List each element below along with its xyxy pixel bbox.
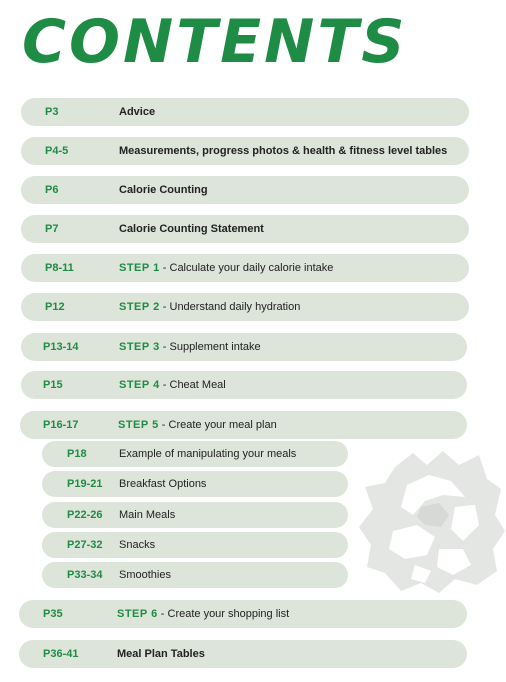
step-label: STEP 2	[119, 301, 160, 313]
entry-label: Calorie Counting	[119, 184, 208, 196]
step-label: STEP 5	[118, 419, 159, 431]
page-number: P22-26	[67, 509, 103, 521]
contents-row-step-3[interactable]	[21, 333, 467, 361]
entry-label	[119, 379, 226, 391]
entry-label	[118, 419, 277, 431]
page-number: P35	[43, 608, 63, 620]
page-number: P12	[45, 301, 65, 313]
entry-label: Breakfast Options	[119, 478, 207, 490]
entry-label: Smoothies	[119, 569, 171, 581]
entry-label	[119, 341, 261, 353]
page-number: P15	[43, 379, 63, 391]
entry-label: Example of manipulating your meals	[119, 448, 297, 460]
entry-label: Advice	[119, 106, 156, 118]
step-label: STEP 6	[117, 608, 158, 620]
entry-text: - Create your shopping list	[157, 608, 290, 620]
contents-subrow-smoothies[interactable]	[42, 562, 348, 588]
contents-row-calorie-counting[interactable]	[21, 176, 469, 204]
contents-subrow-snacks[interactable]	[42, 532, 348, 558]
contents-subrow-main-meals[interactable]	[42, 502, 348, 528]
page-number: P16-17	[43, 419, 79, 431]
page-number: P4-5	[45, 145, 69, 157]
page-number: P36-41	[43, 648, 79, 660]
page-number: P18	[67, 448, 87, 460]
contents-row-calorie-statement[interactable]	[21, 215, 469, 243]
step-label: STEP 3	[119, 341, 160, 353]
entry-text: - Supplement intake	[159, 341, 261, 353]
entry-label	[119, 262, 333, 274]
page-number: P27-32	[67, 539, 103, 551]
entry-text: - Create your meal plan	[158, 419, 277, 431]
contents-row-measurements[interactable]	[21, 137, 469, 165]
entry-text: - Calculate your daily calorie intake	[159, 262, 334, 274]
contents-row-step-5[interactable]	[20, 411, 467, 439]
entry-label: Meal Plan Tables	[117, 648, 205, 660]
entry-label	[119, 301, 300, 313]
step-label: STEP 1	[119, 262, 160, 274]
contents-row-meal-plan-tables[interactable]	[19, 640, 467, 668]
contents-row-advice[interactable]	[21, 98, 469, 126]
page-number: P8-11	[45, 262, 74, 274]
page-number: P33-34	[67, 569, 103, 581]
step-label: STEP 4	[119, 379, 160, 391]
contents-subrow-breakfast[interactable]	[42, 471, 348, 497]
entry-label: Measurements, progress photos & health & fitness level tables	[119, 145, 448, 157]
contents-subrow-meal-example[interactable]	[42, 441, 348, 467]
entry-label: Snacks	[119, 539, 156, 551]
contents-row-step-4[interactable]	[21, 371, 467, 399]
page-number: P19-21	[67, 478, 103, 490]
page-number: P6	[45, 184, 59, 196]
page-number: P13-14	[43, 341, 79, 353]
entry-text: - Cheat Meal	[159, 379, 226, 391]
lion-logo-icon	[355, 445, 505, 595]
entry-label: Main Meals	[119, 509, 176, 521]
entry-label	[117, 608, 289, 620]
contents-row-step-1[interactable]	[21, 254, 469, 282]
page-number: P7	[45, 223, 59, 235]
contents-row-step-6[interactable]	[19, 600, 467, 628]
page-title: CONTENTS	[22, 7, 408, 77]
contents-row-step-2[interactable]	[21, 293, 469, 321]
page-number: P3	[45, 106, 59, 118]
entry-text: - Understand daily hydration	[159, 301, 301, 313]
entry-label: Calorie Counting Statement	[119, 223, 264, 235]
